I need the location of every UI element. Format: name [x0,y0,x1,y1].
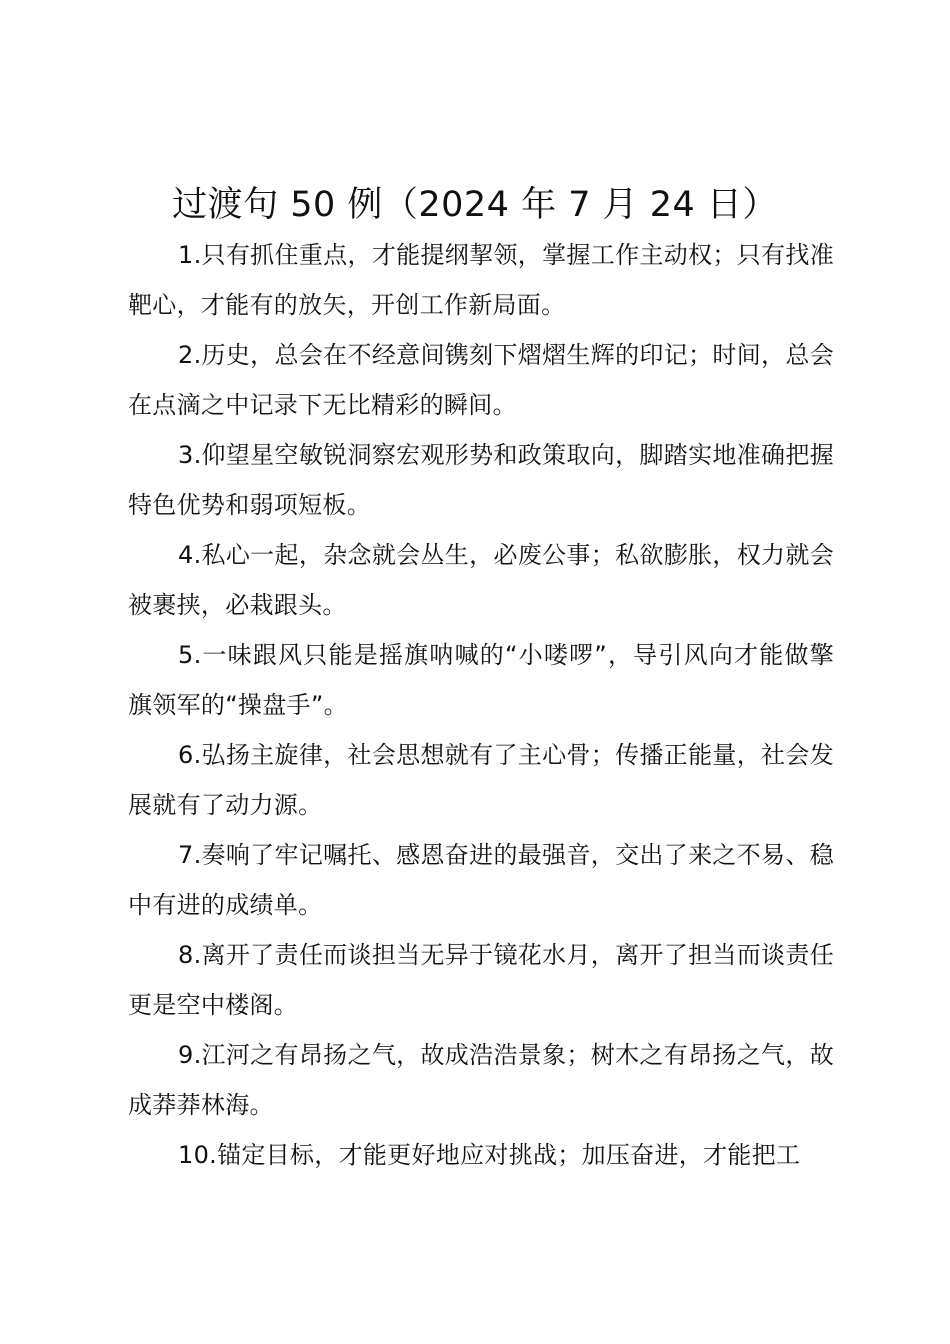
paragraph-7: 7.奏响了牢记嘱托、感恩奋进的最强音，交出了来之不易、稳中有进的成绩单。 [128,841,834,919]
paragraph-2: 2.历史，总会在不经意间镌刻下熠熠生辉的印记；时间，总会在点滴之中记录下无比精彩的瞬间。 [128,341,834,419]
document-body [128,230,834,1180]
paragraph-10: 10.锚定目标，才能更好地应对挑战；加压奋进，才能把工 [178,1141,801,1169]
paragraph-8: 8.离开了责任而谈担当无异于镜花水月，离开了担当而谈责任更是空中楼阁。 [128,941,834,1019]
paragraph-9: 9.江河之有昂扬之气，故成浩浩景象；树木之有昂扬之气，故成莽莽林海。 [128,1041,834,1119]
paragraph-4: 4.私心一起，杂念就会丛生，必废公事；私欲膨胀，权力就会被裹挟，必栽跟头。 [128,541,834,619]
paragraph-3: 3.仰望星空敏锐洞察宏观形势和政策取向，脚踏实地准确把握特色优势和弱项短板。 [128,441,834,519]
paragraph-1: 1.只有抓住重点，才能提纲挈领，掌握工作主动权；只有找准靶心，才能有的放矢，开创工作新局面。 [128,241,834,319]
paragraph-6: 6.弘扬主旋律，社会思想就有了主心骨；传播正能量，社会发展就有了动力源。 [128,741,834,819]
paragraph-5: 5.一味跟风只能是摇旗呐喊的“小喽啰”，导引风向才能做擎旗领军的“操盘手”。 [128,641,834,719]
document-title: 过渡句 50 例（2024 年 7 月 24 日） [172,185,778,225]
